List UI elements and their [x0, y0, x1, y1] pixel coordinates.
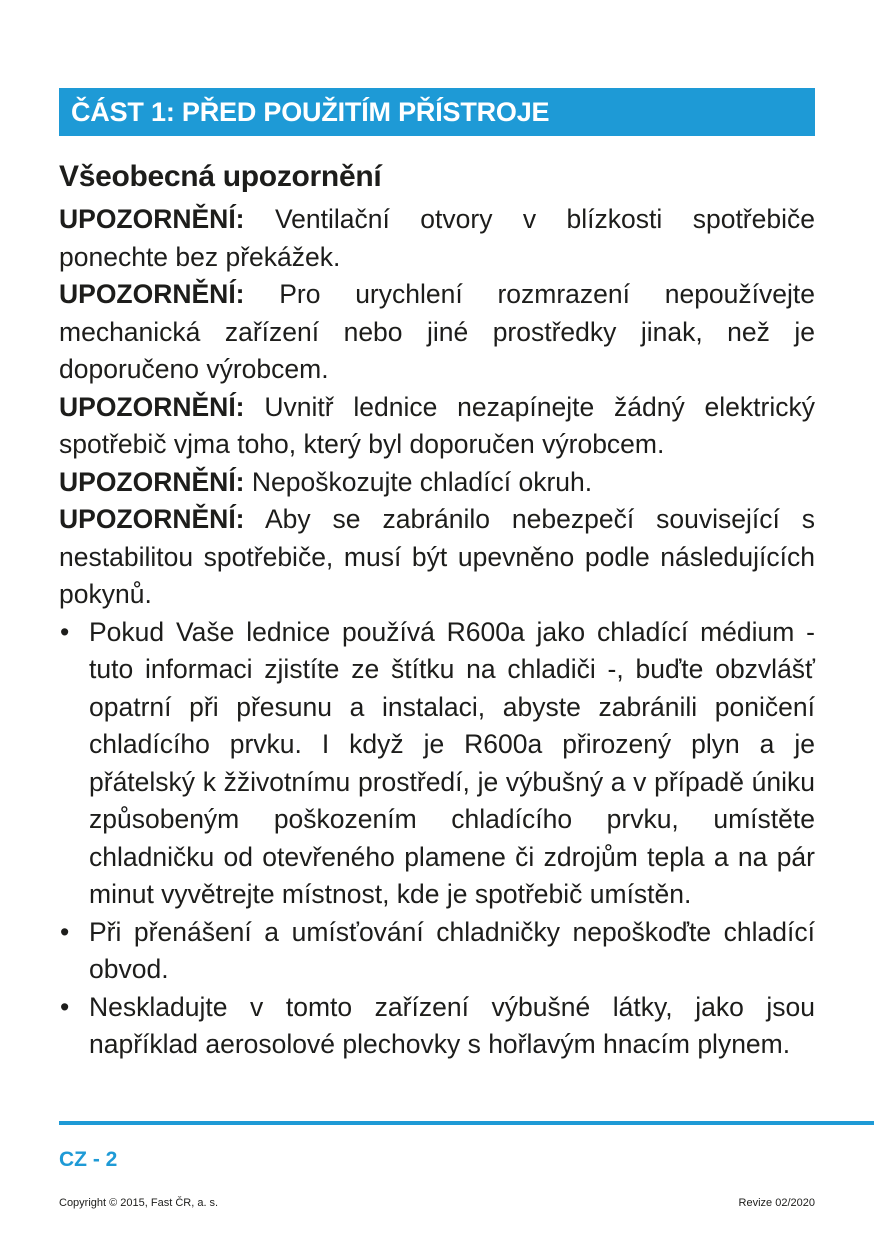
- warning-label: UPOZORNĚNÍ:: [59, 204, 245, 234]
- section-heading: Všeobecná upozornění: [59, 160, 382, 193]
- document-page: [59, 0, 815, 1240]
- warnings-body: [59, 201, 815, 1064]
- list-item-text: Pokud Vaše lednice používá R600a jako chladící médium - tuto informaci zjistíte ze štítku na chladiči -, buďte obzvlášť opatrní při přesunu a instalaci, abyste zabránili poničení chladícího prvku. I když je R600a přirozený plyn a je přátelský k žživotnímu prostředí, je výbušný a v případě úniku způsobeným poškozením chladícího prvku, umístěte chladničku od otevřeného plamene či zdrojům tepla a na pár minut vyvětrejte místnost, kde je spotřebič umístěn.: [89, 616, 815, 909]
- warning-label: UPOZORNĚNÍ:: [59, 279, 245, 309]
- warning-text: Nepoškozujte chladící okruh.: [251, 466, 593, 497]
- warning-label: UPOZORNĚNÍ:: [59, 391, 245, 422]
- warning-text: Pro urychlení rozmrazení nepoužívejte mechanická zařízení nebo jiné prostředky jinak, než je doporučeno výrobcem.: [59, 279, 815, 384]
- warning-text: Uvnitř lednice nezapínejte žádný elektrický spotřebič vjma toho, který byl doporučen výrobcem.: [59, 391, 815, 459]
- list-item-text: Neskladujte v tomto zařízení výbušné látky, jako jsou například aerosolové plechovky s hořlavým hnacím plynem.: [89, 991, 815, 1059]
- list-item: [59, 914, 815, 989]
- footer-divider: [59, 1121, 874, 1125]
- warning-paragraph: [59, 501, 815, 614]
- warning-label: UPOZORNĚNÍ:: [59, 466, 245, 497]
- warning-paragraph: [59, 464, 815, 502]
- warning-paragraph: [59, 389, 815, 464]
- warning-label: UPOZORNĚNÍ:: [59, 504, 245, 534]
- page-number: CZ - 2: [59, 1148, 118, 1171]
- warning-text: Aby se zabránilo nebezpečí související s nestabilitou spotřebiče, musí být upevněno podle následujících pokynů.: [59, 504, 816, 609]
- section-banner: ČÁST 1: PŘED POUŽITÍM PŘÍSTROJE: [59, 88, 815, 136]
- copyright-notice: Copyright © 2015, Fast ČR, a. s.: [59, 1197, 219, 1209]
- list-item: [59, 989, 815, 1064]
- bullet-icon: •: [60, 616, 70, 647]
- warning-paragraph: [59, 276, 815, 389]
- revision-label: Revize 02/2020: [738, 1197, 815, 1209]
- list-item: [59, 614, 815, 914]
- warning-paragraph: [59, 201, 815, 276]
- bullet-list: [59, 614, 815, 1064]
- bullet-icon: •: [60, 991, 70, 1022]
- warning-text: Ventilační otvory v blízkosti spotřebiče ponechte bez překážek.: [59, 204, 815, 272]
- bullet-icon: •: [60, 916, 70, 947]
- list-item-text: Při přenášení a umísťování chladničky nepoškoďte chladící obvod.: [89, 916, 815, 984]
